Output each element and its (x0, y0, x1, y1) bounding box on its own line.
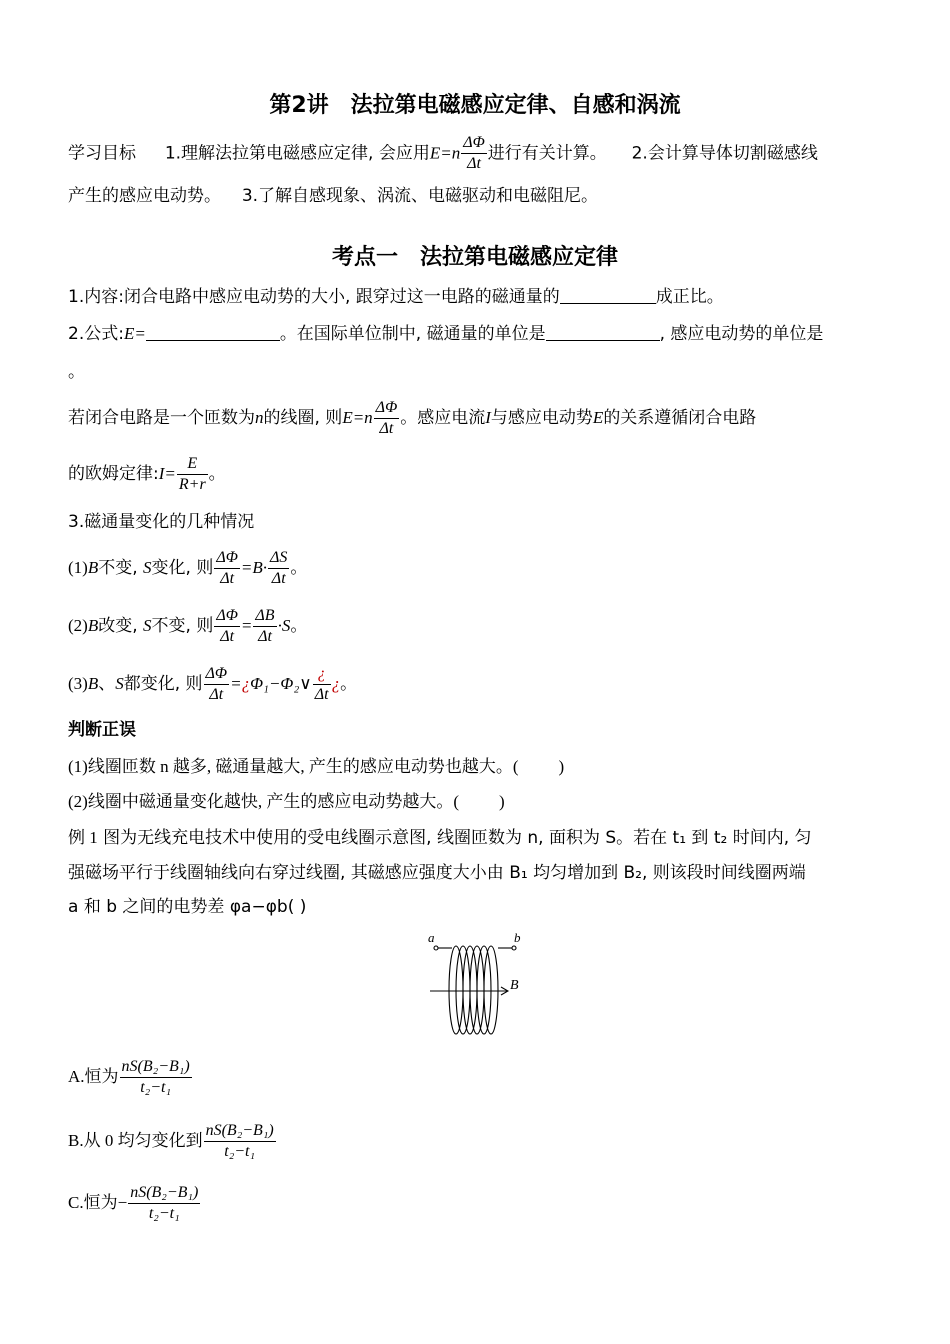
example-line-2: 强磁场平行于线圈轴线向右穿过线圈, 其磁感应强度大小由 B₁ 均匀增加到 B₂, 则该段时间线圈两端 (68, 863, 806, 883)
item-2-text: 2.公式: (68, 324, 124, 344)
case-3: (3)B、S都变化, 则 $\frac{\Delta\Phi}{\Delta t}$ =¿Φ₁−Φ₂∨ $\frac{¿}{\Delta t}$ ¿。 (68, 664, 358, 703)
option-c[interactable]: C.恒为− $\frac{\text{nS(B₂−B₁)}}{\text{t₂−t₁}}$ (68, 1183, 199, 1222)
goal-1-formula: E=n (429, 143, 461, 163)
option-a-fraction: $\frac{\text{nS(B₂−B₁)}}{\text{t₂−t₁}}$ (121, 1057, 190, 1096)
item-3-heading: 3.磁通量变化的几种情况 (68, 512, 255, 532)
item-2-end: , 感应电动势的单位是 (659, 324, 824, 344)
terminal-a (434, 946, 438, 950)
case-2-fraction-2: $\frac{\Delta B}{\Delta t}$ (255, 606, 275, 645)
coil-text-b: 的线圈, 则 (263, 408, 343, 428)
coil-figure (420, 928, 530, 1040)
example-text-1: 图为无线充电技术中使用的受电线圈示意图, 线圈匝数为 n, 面积为 S。若在 t₁ 到 t₂ 时间内, 匀 (103, 828, 812, 848)
judge-q1: (1)线圈匝数 n 越多, 磁通量越大, 产生的感应电动势也越大。( ) (68, 757, 565, 776)
case-1-fraction-1: $\frac{\Delta\Phi}{\Delta t}$ (216, 548, 238, 587)
ohm-fraction: $\frac{E}{R+r}$ (178, 454, 206, 493)
goal-1-text: 1.理解法拉第电磁感应定律, 会应用 (164, 143, 430, 164)
judge-q2: (2)线圈中磁通量变化越快, 产生的感应电动势越大。( ) (68, 792, 505, 811)
goal-2-end: 产生的感应电动势。 (68, 186, 221, 206)
judge-heading: 判断正误 (68, 720, 136, 740)
case-3-fraction-2: $\frac{¿}{\Delta t}$ (314, 664, 329, 703)
ohm-lhs: I= (158, 464, 176, 483)
option-b-fraction: $\frac{\text{nS(B₂−B₁)}}{\text{t₂−t₁}}$ (205, 1121, 274, 1160)
label-B: B (510, 978, 519, 993)
terminal-b (512, 946, 516, 950)
goals-label: 学习目标 (68, 143, 136, 164)
case-1-fraction-2: $\frac{\Delta S}{\Delta t}$ (270, 548, 288, 587)
coil-i: I (485, 408, 491, 427)
option-b[interactable]: B.从 0 均匀变化到 $\frac{\text{nS(B₂−B₁)}}{\text{t₂−t₁}}$ (68, 1121, 274, 1160)
goals-line-2 (68, 184, 598, 208)
coil-n: n (255, 408, 264, 427)
coil-line (68, 396, 756, 440)
coil-text-f: 的关系遵循闭合电路 (603, 408, 757, 428)
coil-text-c: 。感应电流 (400, 408, 486, 428)
item-1-suffix: 成正比。 (655, 287, 724, 307)
item-2-tail: 。 (68, 362, 85, 382)
case-1: (1)B不变, S变化, 则 $\frac{\Delta\Phi}{\Delta t}$ =B· $\frac{\Delta S}{\Delta t}$ 。 (68, 548, 308, 587)
section-title: 考点一 法拉第电磁感应定律 (331, 245, 618, 270)
ohm-line (68, 452, 226, 496)
item-1-text: 1.内容:闭合电路中感应电动势的大小, 跟穿过这一电路的磁通量的 (68, 287, 560, 307)
goal-1-suffix: 进行有关计算。 (487, 143, 607, 164)
lecture-title: 第2讲 法拉第电磁感应定律、自感和涡流 (269, 93, 681, 118)
example-line-1 (68, 826, 812, 850)
option-c-fraction: $\frac{\text{nS(B₂−B₁)}}{\text{t₂−t₁}}$ (130, 1183, 199, 1222)
item-1 (68, 285, 724, 309)
case-2-fraction-1: $\frac{\Delta\Phi}{\Delta t}$ (216, 606, 238, 645)
ohm-suffix: 。 (208, 464, 226, 484)
blank-1 (560, 285, 656, 304)
example-line-3: a 和 b 之间的电势差 φa−φb( ) (68, 897, 307, 917)
label-a: a (428, 930, 435, 945)
ohm-text: 的欧姆定律: (68, 464, 159, 484)
item-2-e: E= (123, 324, 146, 343)
case-2: (2)B改变, S不变, 则 $\frac{\Delta\Phi}{\Delta t}$ = $\frac{\Delta B}{\Delta t}$ ·S。 (68, 606, 308, 645)
coil-e: E=n (342, 408, 373, 427)
case-3-fraction-1: $\frac{\Delta\Phi}{\Delta t}$ (205, 664, 228, 703)
coil-text-d: 与感应电动势 (490, 408, 593, 428)
goal-3: 3.了解自感现象、涡流、电磁驱动和电磁阻尼。 (241, 186, 599, 206)
label-b: b (514, 930, 521, 945)
goal-1-fraction: $\frac{\Delta\Phi}{\Delta t}$ (463, 134, 485, 172)
coil-text-a: 若闭合电路是一个匝数为 (68, 408, 255, 428)
example-label: 例 1 (68, 828, 98, 847)
coil-fraction: $\frac{\Delta\Phi}{\Delta t}$ (375, 398, 398, 437)
blank-3 (546, 322, 660, 341)
coil-e2: E (592, 408, 604, 427)
blank-2 (146, 322, 280, 341)
goal-2-start: 2.会计算导体切割磁感线 (631, 143, 818, 164)
item-2 (68, 322, 823, 346)
option-a[interactable]: A.恒为 $\frac{\text{nS(B₂−B₁)}}{\text{t₂−t₁}}$ (68, 1057, 190, 1096)
item-2-mid: 。在国际单位制中, 磁通量的单位是 (279, 324, 546, 344)
goals-line-1 (68, 133, 818, 174)
